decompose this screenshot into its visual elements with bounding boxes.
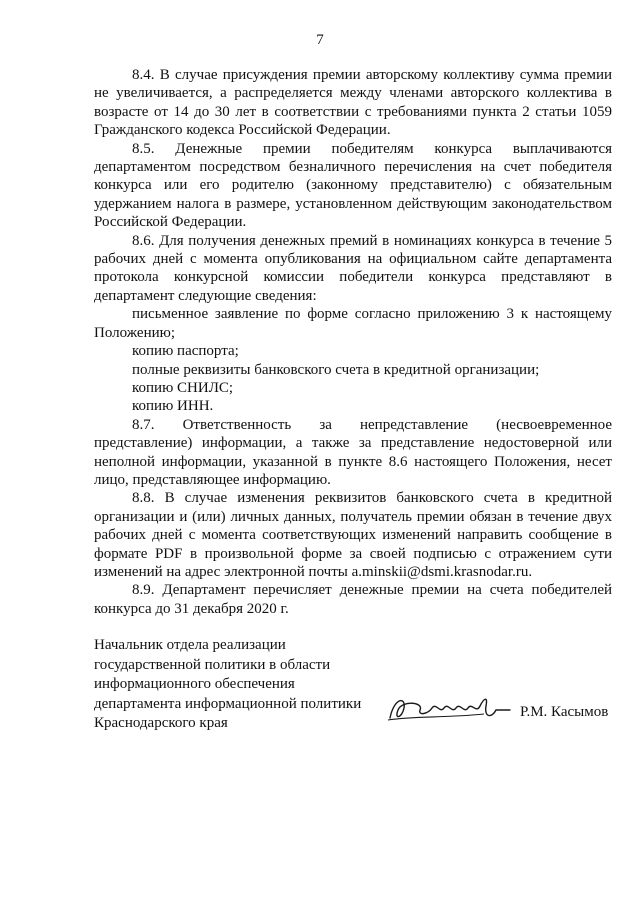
paragraph-8-4: 8.4. В случае присуждения премии авторскому коллективу сумма премии не увеличивается, а распределяется между членами авторского коллектива в возрасте от 14 до 30 лет в соответствии с требованиями пункта 2 статьи 1059 Гражданского кодекса Российской Федерации.: [94, 67, 612, 139]
paragraph-8-8: 8.8. В случае изменения реквизитов банковского счета в кредитной организации и (или) личных данных, получатель премии обязан в течение двух рабочих дней с момента соответствующих изменений направить сообщение в формате PDF в произвольной форме за своей подписью с отражением сути изменений на адрес электронной почты a.minskii@dsmi.krasnodar.ru.: [94, 490, 612, 580]
position-line: департамента информационной политики: [94, 695, 362, 712]
page-number: 7: [316, 32, 324, 48]
signatory-position: [94, 636, 361, 734]
paragraph-8-5: 8.5. Денежные премии победителям конкурса выплачиваются департаментом посредством безналичного перечисления на счет победителя конкурса или его родителю (законному представителю) с обязательным удержанием налога в размере, установленном действующим законодательством Российской Федерации.: [94, 140, 612, 231]
list-item: копию СНИЛС;: [132, 379, 234, 396]
handwritten-signature: [384, 688, 514, 728]
position-line: государственной политики в области: [94, 656, 331, 673]
paragraph-8-7: 8.7. Ответственность за непредставление (несвоевременное представление) информации, а также за представление недостоверной или неполной информации, указанной в пункте 8.6 настоящего Положения, несет лицо, представляющее информацию.: [94, 416, 612, 488]
list-item: письменное заявление по форме согласно приложению 3 к настоящему Положению;: [94, 306, 612, 341]
list-item: копию ИНН.: [132, 398, 214, 415]
paragraph-8-9: 8.9. Департамент перечисляет денежные премии на счета победителей конкурса до 31 декабря 2020 г.: [94, 582, 612, 617]
position-line: Краснодарского края: [94, 715, 228, 731]
position-line: информационного обеспечения: [94, 676, 295, 692]
list-item: полные реквизиты банковского счета в кредитной организации;: [132, 361, 540, 378]
paragraph-8-6: 8.6. Для получения денежных премий в номинациях конкурса в течение 5 рабочих дней с момента опубликования на официальном сайте департамента протокола конкурсной комиссии победители конкурса представляют в департамент следующие сведения:: [94, 232, 612, 304]
list-item: копию паспорта;: [132, 343, 239, 360]
signer-name: Р.М. Касымов: [520, 704, 609, 720]
position-line: Начальник отдела реализации: [94, 637, 286, 653]
document-body: [94, 66, 612, 618]
